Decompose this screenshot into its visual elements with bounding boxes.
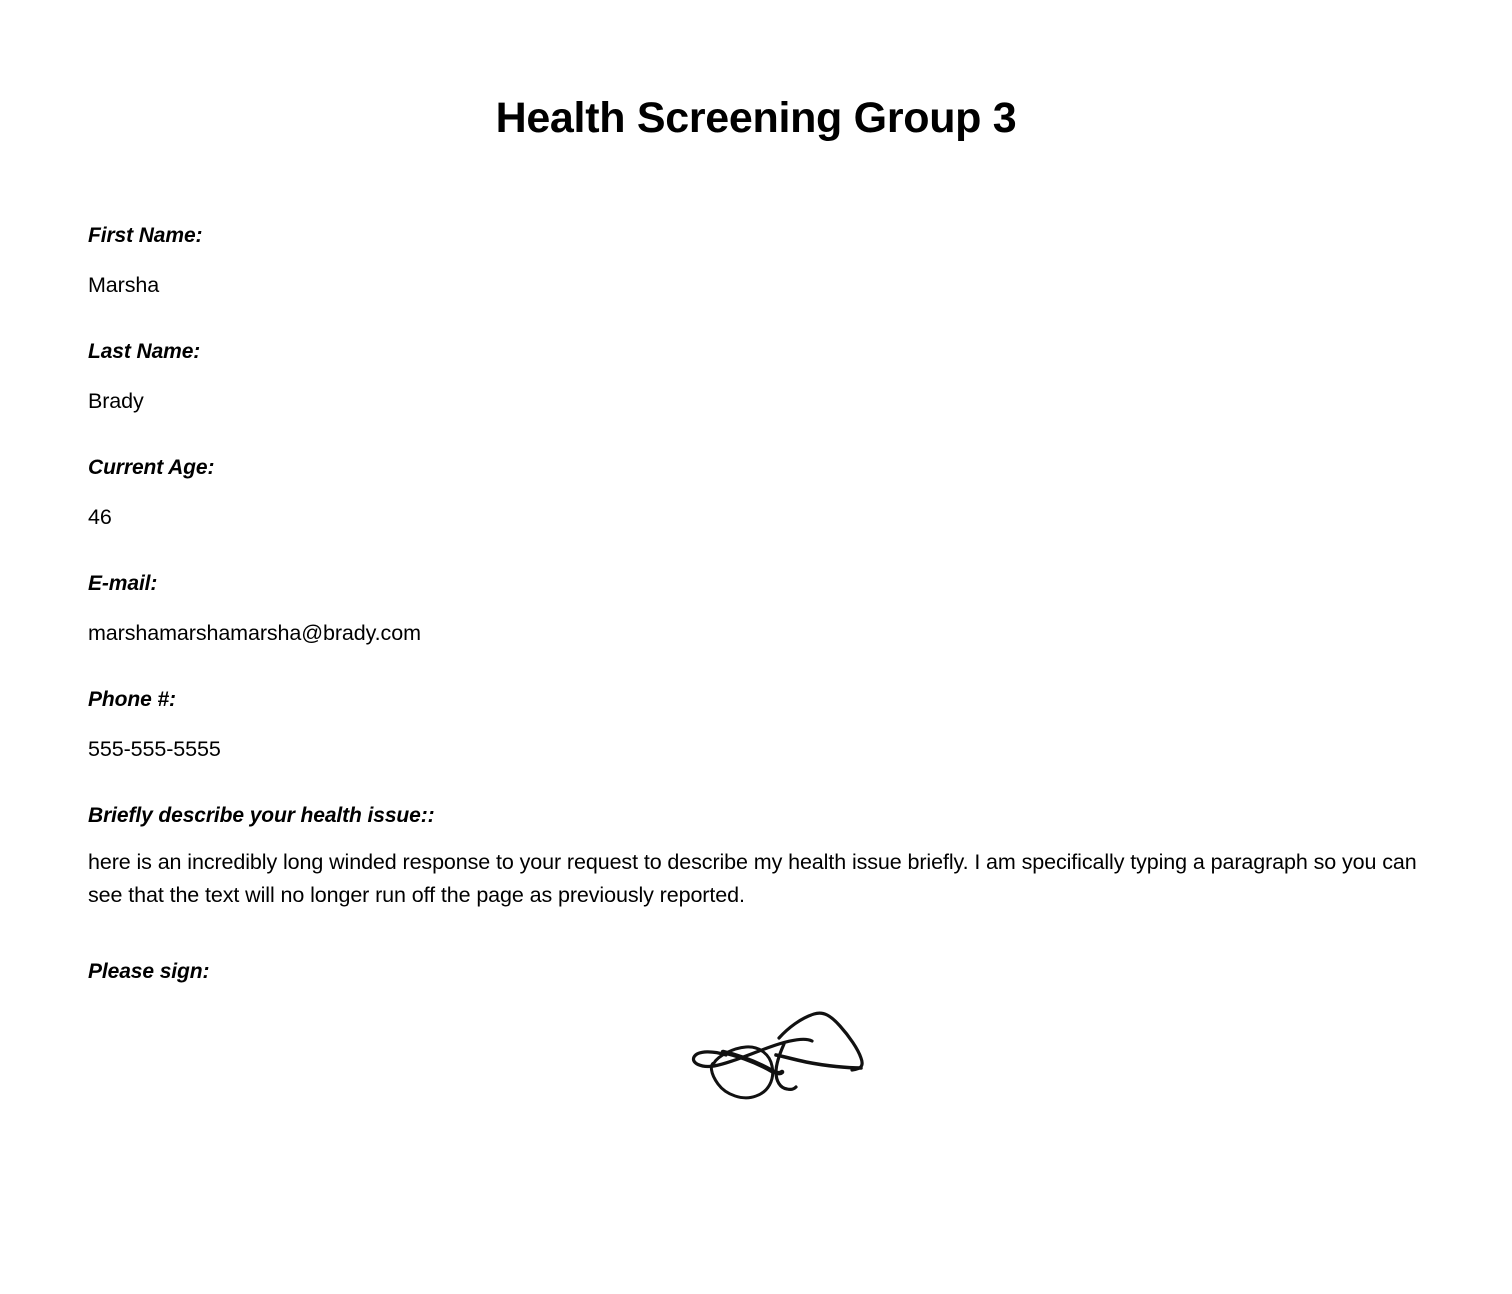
field-label-health-issue: Briefly describe your health issue:: xyxy=(88,804,435,827)
field-signature xyxy=(88,958,1444,1122)
field-health-issue xyxy=(88,802,1444,912)
field-value-last-name: Brady xyxy=(88,389,144,413)
field-label-first-name: First Name: xyxy=(88,224,203,247)
field-value-email: marshamarshamarsha@brady.com xyxy=(88,621,421,645)
field-label-signature: Please sign: xyxy=(88,960,210,983)
field-label-email: E-mail: xyxy=(88,572,158,595)
field-email xyxy=(88,570,1444,648)
field-value-phone: 555-555-5555 xyxy=(88,737,221,761)
field-value-current-age: 46 xyxy=(88,505,112,529)
field-label-current-age: Current Age: xyxy=(88,456,215,479)
form-fields xyxy=(88,222,1444,1122)
page-title: Health Screening Group 3 xyxy=(495,94,1017,142)
field-phone xyxy=(88,686,1444,764)
field-current-age xyxy=(88,454,1444,532)
field-first-name xyxy=(88,222,1444,300)
field-label-phone: Phone #: xyxy=(88,688,176,711)
field-value-health-issue: here is an incredibly long winded response to your request to describe my health issue briefly. I am specifically typing a paragraph so you can see that the text will no longer run off the page as previously reported. xyxy=(88,850,1417,907)
signature-mark-icon xyxy=(688,1000,888,1118)
signature-area xyxy=(88,992,1444,1122)
field-last-name xyxy=(88,338,1444,416)
field-value-first-name: Marsha xyxy=(88,273,160,297)
field-label-last-name: Last Name: xyxy=(88,340,201,363)
